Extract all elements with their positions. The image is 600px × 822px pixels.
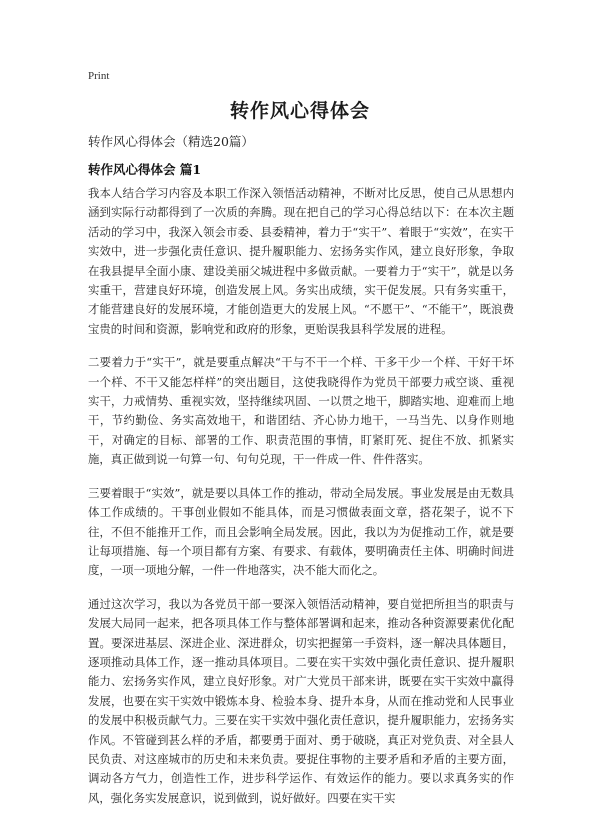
section-heading: 转作风心得体会 篇1 <box>88 162 202 177</box>
page-title: 转作风心得体会 <box>229 100 370 122</box>
paragraph: 我本人结合学习内容及本职工作深入领悟活动精神，不断对比反思，使自己从思想内涵到实际行动都得到了一次质的奔腾。现在把自己的学习心得总结以下：在本次主题活动的学习中，我深入领会市委、县委精神，着力于“实干”、着眼于“实效”，在实干实效中，进一步强化责任意识、提升履职能力、宏扬务实作风，建立良好形象，争取在我县提早全面小康、建设美丽父城进程中多做贡献。一要着力于“实干”，就是以务实重干，营建良好环境，创造发展上风。务实出成绩，实干促发展。只有务实重干，才能营建良好的发展环境，才能创造更大的发展上风。“不愿干”、“不能干”，既浪费宝贵的时间和资源，影响党和政府的形象，更贻误我县科学发展的进程。 <box>88 186 514 336</box>
paragraph: 通过这次学习，我以为各党员干部一要深入领悟活动精神，要自觉把所担当的职责与发展大局同一起来，把各项具体工作与整体部署调和起来，推动各种资源要素优化配置。要深进基层、深进企业、深进群众，切实把握第一手资料，逐一解决具体题目，逐项推动具体工作，逐一推动具体项目。二要在实干实效中强化责任意识、提升履职能力、宏扬务实作风，建立良好形象。对广大党员干部来讲，既要在实干实效中赢得发展，也要在实干实效中锻炼本身、检验本身、提升本身，从而在推动党和人民事业的发展中积极贡献气力。三要在实干实效中强化责任意识，提升履职能力，宏扬务实作风。不管碰到甚么样的矛盾，都要勇于面对、勇于破晓，真正对党负责、对全县人民负责、对这座城市的历史和未来负责。要捉住事物的主要矛盾和矛盾的主要方面，调动各方气力，创造性工作，进步科学运作、有效运作的能力。要以求真务实的作风，强化务实发展意识，说到做到，说好做好。四要在实干实 <box>88 596 514 805</box>
paragraph: 二要着力于“实干”，就是要重点解决“干与不干一个样、干多干少一个样、干好干坏一个样、不干又能怎样样”的突出题目，这使我晓得作为党员干部要力戒空谈、重视实干，力戒情势、重视实效，坚持继续巩固、一以贯之地干，脚踏实地、迎难而上地干，节约勤俭、务实高效地干，和谐团结、齐心协力地干，一马当先、以身作则地干，对确定的目标、部署的工作、职责范围的事情，盯紧盯死、捉住不放、抓紧实施，真正做到说一句算一句、句句兑现，干一件成一件、件件落实。 <box>88 355 514 467</box>
print-link[interactable]: Print <box>88 70 110 82</box>
article-body <box>88 184 514 822</box>
document-subtitle: 转作风心得体会（精选20篇） <box>88 134 254 149</box>
paragraph: 三要着眼于“实效”，就是要以具体工作的推动，带动全局发展。事业发展是由无数具体工作成绩的。干事创业假如不能具体，而是习惯做表面文章，搭花架子，说不下往，不但不能推开工作，而且会影响全局发展。因此，我以为为促推动工作，就是要让每项措施、每一个项目都有方案、有要求、有载体，要明确责任主体、明确时间进度，一项一项地分解，一件一件地落实，决不能大而化之。 <box>88 485 514 578</box>
